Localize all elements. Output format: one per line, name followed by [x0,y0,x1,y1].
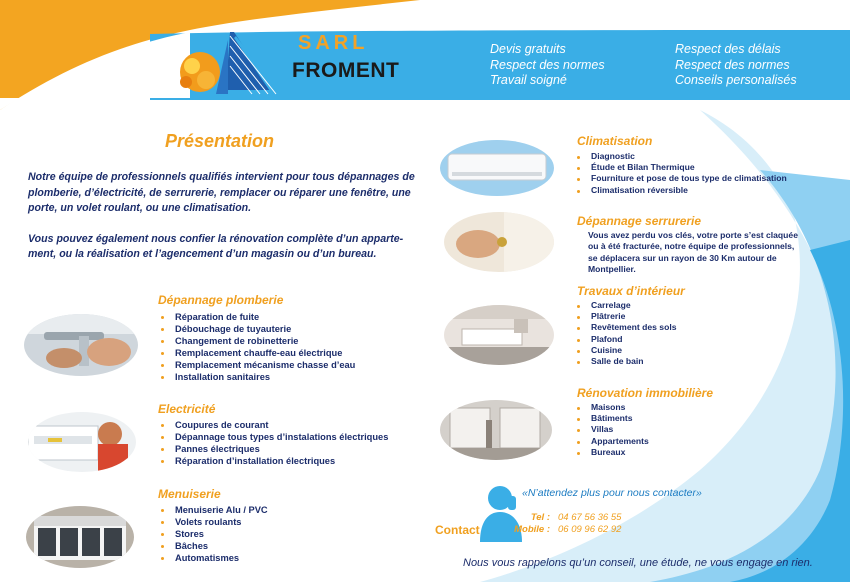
list-item: Revêtement des sols [574,322,677,333]
list-item: Carrelage [574,300,677,311]
plumbing-title: Dépannage plomberie [158,293,284,307]
list-item: Automatismes [158,552,268,564]
renovation-list [574,402,649,458]
list-item: Appartements [574,436,649,447]
list-item: Bureaux [574,447,649,458]
joinery-photo [26,506,134,568]
tagline-item: Respect des normes [490,57,605,72]
logo-froment-text: FROMENT [292,59,400,82]
tagline-right [675,42,797,89]
list-item: Installation sanitaires [158,371,355,383]
plumbing-photo [24,314,138,376]
list-item: Changement de robinetterie [158,335,355,347]
interior-photo [444,305,554,365]
joinery-title: Menuiserie [158,487,221,501]
door-lock-image [444,212,554,272]
window-image [26,506,134,568]
locksmith-text: Vous avez perdu vos clés, votre porte s’est claquée ou à été fracturée, notre équipe de professionnels, se déplacera sur un rayon de 30 Km autour de Montpellier. [588,230,798,275]
aircon-image [440,140,554,196]
mobile-row [500,524,621,535]
list-item: Plâtrerie [574,311,677,322]
electrician-image [28,412,136,472]
list-item: Diagnostic [574,151,787,162]
list-item: Remplacement chauffe-eau électrique [158,347,355,359]
list-item: Débouchage de tuyauterie [158,323,355,335]
tagline-item: Travail soigné [490,73,567,87]
list-item: Salle de bain [574,356,677,367]
contact-label: Contact [435,523,480,537]
list-item: Dépannage tous types d’instalations électriques [158,431,388,443]
interior-list [574,300,677,367]
presentation-paragraph: Notre équipe de professionnels qualifiés intervient pour tous dépannages de plomberie, d’électricité, de serrurerie, remplacer ou réparer une fenêtre, une porte, un volet roulant, ou une climatisation. [28,171,415,215]
contact-tagline: «N’attendez plus pour nous contacter» [522,487,702,499]
list-item: Maisons [574,402,649,413]
mobile-label: Mobile : [514,524,550,535]
faucet-image [24,314,138,376]
list-item: Réparation d’installation électriques [158,455,388,467]
presentation-paragraph: Vous pouvez également nous confier la rénovation complète d’un apparte-ment, ou la réalisation et l’agencement d’un magasin ou d’un bureau. [28,232,404,261]
aircon-photo [440,140,554,196]
renovation-title: Rénovation immobilière [577,386,714,400]
tagline-item: Respect des normes [675,57,790,72]
list-item: Réparation de fuite [158,311,355,323]
list-item: Pannes électriques [158,443,388,455]
presentation-title: Présentation [165,131,275,151]
list-item: Plafond [574,334,677,345]
list-item: Étude et Bilan Thermique [574,162,787,173]
presentation-text [28,170,418,278]
list-item: Stores [158,528,268,540]
mobile-number[interactable]: 06 09 96 62 92 [558,524,622,535]
tagline-item: Conseils personalisés [675,73,797,87]
renovation-photo [440,400,552,460]
locksmith-photo [444,212,554,272]
list-item: Remplacement mécanisme chasse d’eau [158,359,355,371]
tagline-left [490,42,605,89]
phone-number[interactable]: 04 67 56 36 55 [558,512,622,523]
list-item: Fourniture et pose de tous type de climatisation [574,173,787,184]
interior-title: Travaux d’intérieur [577,284,685,298]
list-item: Menuiserie Alu / PVC [158,504,268,516]
plumbing-list [158,311,355,383]
electricity-photo [28,412,136,472]
tagline-item: Devis gratuits [490,42,566,56]
list-item: Bâches [158,540,268,552]
list-item: Cuisine [574,345,677,356]
aircon-title: Climatisation [577,134,653,148]
electricity-list [158,419,388,467]
list-item: Bâtiments [574,413,649,424]
list-item: Climatisation réversible [574,185,787,196]
renovation-image [440,400,552,460]
footer-note: Nous vous rappelons qu’un conseil, une étude, ne vous engage en rien. [463,557,813,569]
list-item: Volets roulants [158,516,268,528]
phone-row [500,512,621,523]
tagline-item: Respect des délais [675,42,781,56]
aircon-list [574,151,787,196]
kitchen-image [444,305,554,365]
phone-label: Tel : [530,512,550,523]
list-item: Coupures de courant [158,419,388,431]
locksmith-title: Dépannage serrurerie [577,214,702,228]
logo-emblem [172,30,292,100]
electricity-title: Electricité [158,402,216,416]
list-item: Villas [574,424,649,435]
joinery-list [158,504,268,564]
logo-sarl-text: SARL [298,32,369,54]
